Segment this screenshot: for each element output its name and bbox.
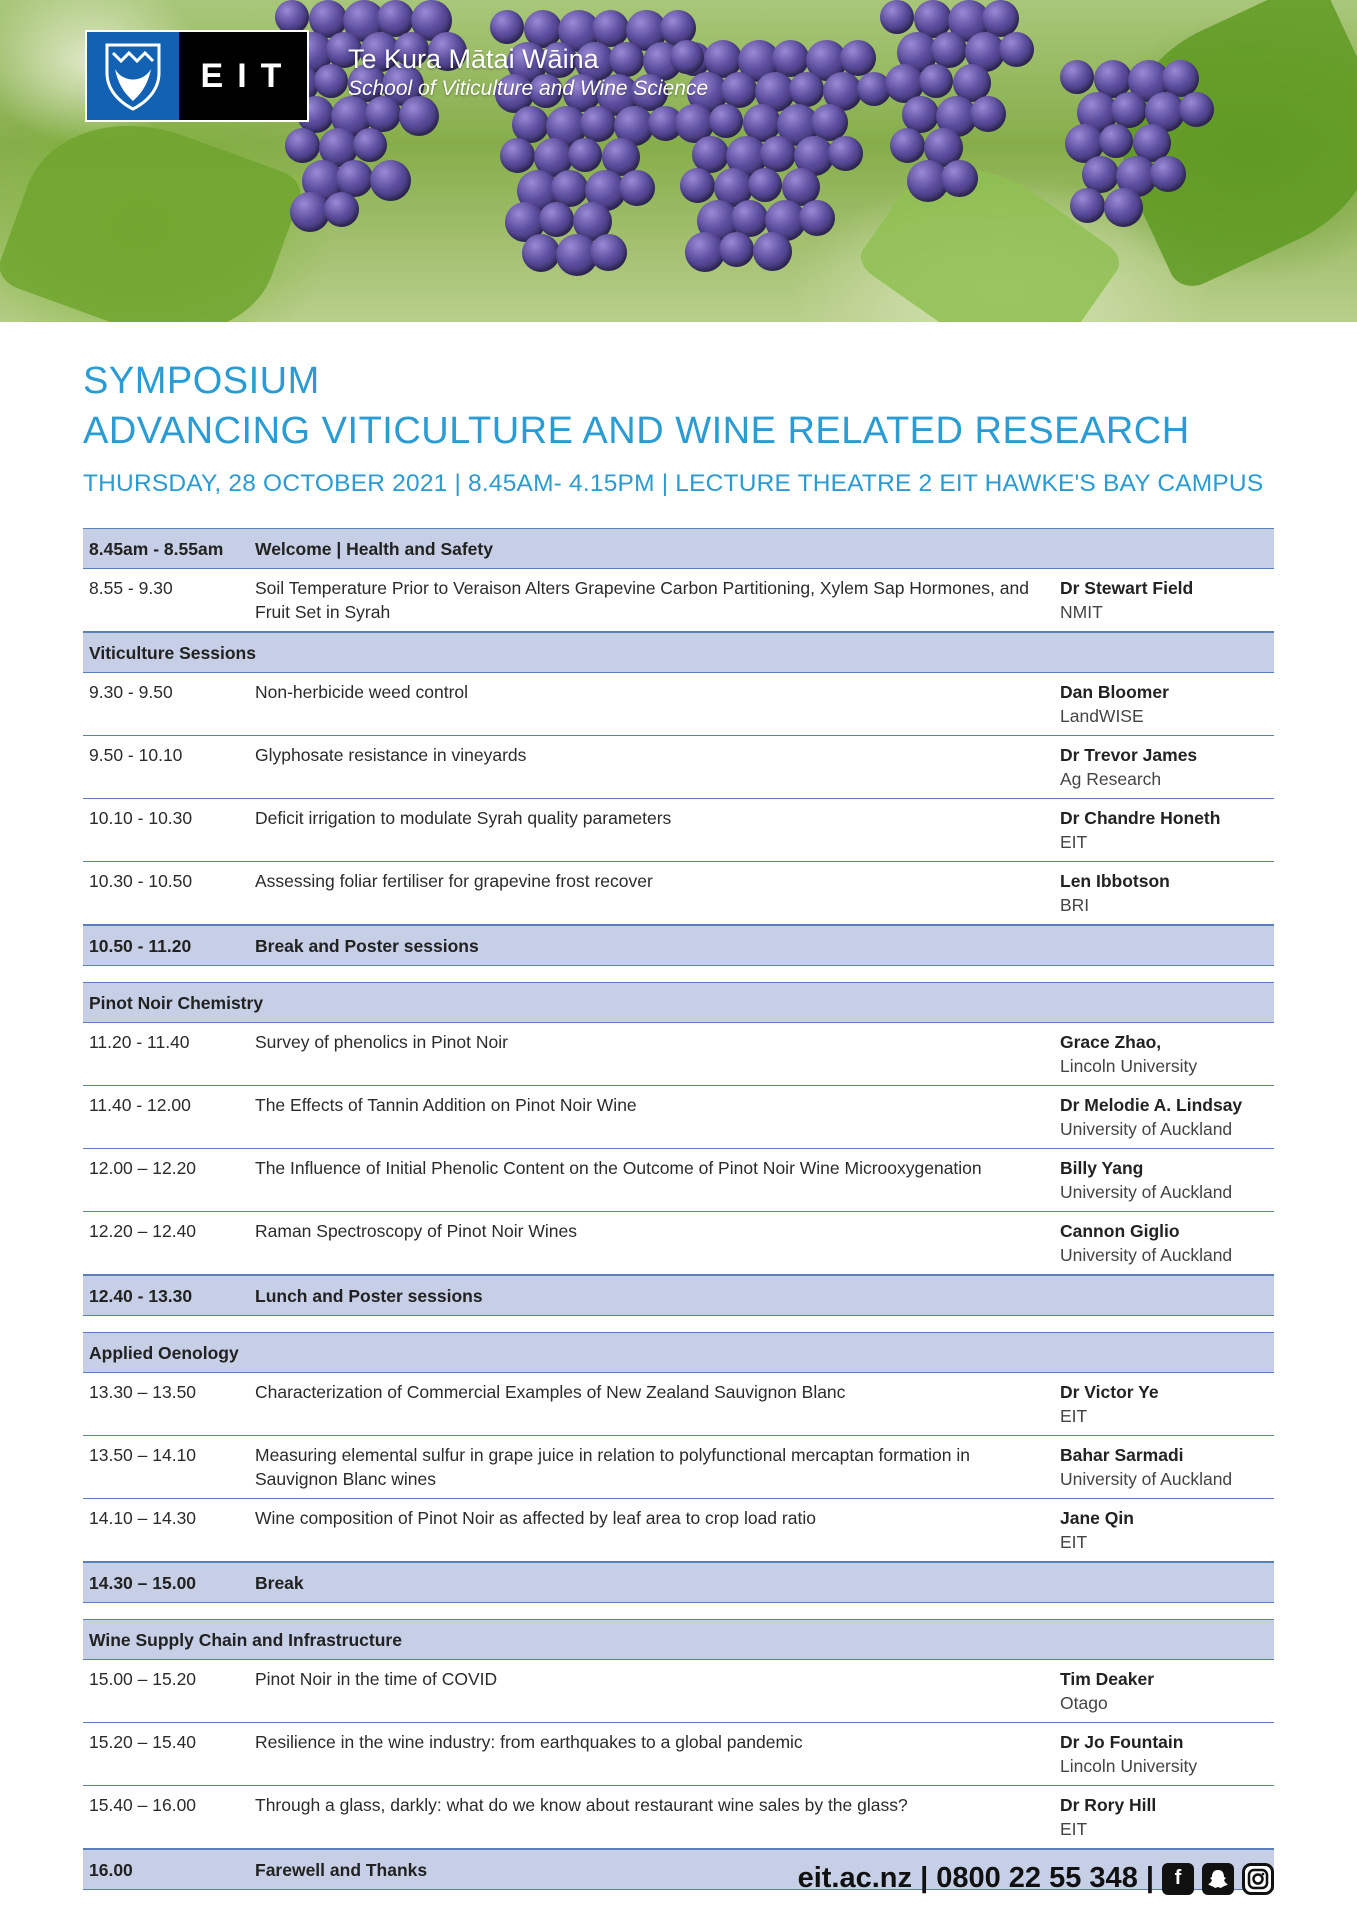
speaker-affiliation: University of Auckland <box>1060 1119 1233 1139</box>
session-time: 16.00 <box>89 1860 133 1880</box>
session-title: Survey of phenolics in Pinot Noir <box>255 1032 508 1052</box>
schedule-row <box>83 1436 1274 1499</box>
schedule-row <box>83 1212 1274 1275</box>
school-name-maori: Te Kura Mātai Wāina <box>348 44 599 74</box>
speaker-cell <box>1056 1786 1274 1848</box>
page-title <box>83 356 1190 456</box>
session-time: 11.20 - 11.40 <box>89 1032 190 1052</box>
grape <box>931 32 967 68</box>
session-title: Glyphosate resistance in vineyards <box>255 745 527 765</box>
title-line-2: ADVANCING VITICULTURE AND WINE RELATED RESEARCH <box>83 410 1190 452</box>
grape <box>890 128 925 163</box>
speaker-cell <box>1056 1436 1274 1498</box>
school-name-english: School of Viticulture and Wine Science <box>348 77 709 100</box>
session-title: Lunch and Poster sessions <box>255 1286 483 1306</box>
schedule-row <box>83 1723 1274 1786</box>
grape <box>1060 60 1094 94</box>
grape <box>721 72 757 108</box>
schedule-row <box>83 799 1274 862</box>
session-title: Resilience in the wine industry: from earthquakes to a global pandemic <box>255 1732 803 1752</box>
speaker-name: Grace Zhao, <box>1060 1032 1162 1052</box>
speaker-name: Dr Trevor James <box>1060 745 1198 765</box>
session-time: 8.45am - 8.55am <box>89 539 224 559</box>
speaker-affiliation: University of Auckland <box>1060 1245 1233 1265</box>
session-title: Break <box>255 1573 304 1593</box>
grape <box>1070 188 1105 223</box>
speaker-cell <box>1056 673 1274 735</box>
grape <box>1104 188 1143 227</box>
speaker-name: Jane Qin <box>1060 1508 1134 1528</box>
grape <box>365 96 401 132</box>
grape <box>828 136 863 171</box>
grape <box>748 168 782 202</box>
schedule-row <box>83 673 1274 736</box>
speaker-cell <box>1056 1660 1274 1722</box>
speaker-name: Dr Chandre Honeth <box>1060 808 1221 828</box>
session-time: 12.00 – 12.20 <box>89 1158 197 1178</box>
grape <box>324 192 359 227</box>
session-title: Welcome | Health and Safety <box>255 539 493 559</box>
eit-logo <box>85 30 309 122</box>
school-name <box>348 44 708 101</box>
session-time: 12.20 – 12.40 <box>89 1221 197 1241</box>
speaker-cell <box>1056 799 1274 861</box>
speaker-cell <box>1056 1373 1274 1435</box>
session-time: 10.50 - 11.20 <box>89 936 192 956</box>
session-title: Characterization of Commercial Examples of New Zealand Sauvignon Blanc <box>255 1382 846 1402</box>
logo-wordmark: EIT <box>200 56 296 95</box>
speaker-name: Bahar Sarmadi <box>1060 1445 1184 1465</box>
grape <box>880 0 914 34</box>
snapchat-icon[interactable] <box>1202 1863 1234 1895</box>
schedule-row <box>83 1023 1274 1086</box>
grape <box>399 96 439 136</box>
footer-contact <box>798 1862 1274 1895</box>
session-time: 15.40 – 16.00 <box>89 1795 197 1815</box>
session-title: Raman Spectroscopy of Pinot Noir Wines <box>255 1221 577 1241</box>
grape <box>353 128 387 162</box>
title-line-1: SYMPOSIUM <box>83 360 320 402</box>
session-time: Wine Supply Chain and Infrastructure <box>89 1630 402 1650</box>
session-time: 11.40 - 12.00 <box>89 1095 191 1115</box>
speaker-affiliation: EIT <box>1060 1819 1088 1839</box>
grape <box>1150 156 1186 192</box>
schedule-band-row <box>83 632 1274 673</box>
speaker-name: Dan Bloomer <box>1060 682 1169 702</box>
grape <box>619 170 655 206</box>
schedule-row <box>83 1660 1274 1723</box>
grape <box>680 168 715 203</box>
speaker-cell <box>1056 1212 1274 1274</box>
grape <box>970 96 1006 132</box>
speaker-affiliation: LandWISE <box>1060 706 1144 726</box>
schedule-row <box>83 569 1274 632</box>
schedule-band-row <box>83 1619 1274 1660</box>
session-title: Through a glass, darkly: what do we know about restaurant wine sales by the glass? <box>255 1795 908 1815</box>
grape <box>490 10 524 44</box>
speaker-cell <box>1056 1149 1274 1211</box>
session-time: 9.50 - 10.10 <box>89 745 183 765</box>
speaker-affiliation: University of Auckland <box>1060 1182 1233 1202</box>
grape <box>789 72 824 107</box>
session-time: 10.10 - 10.30 <box>89 808 193 828</box>
speaker-cell <box>1056 1723 1274 1785</box>
speaker-name: Cannon Giglio <box>1060 1221 1180 1241</box>
speaker-affiliation: Lincoln University <box>1060 1756 1198 1776</box>
session-title: The Effects of Tannin Addition on Pinot Noir Wine <box>255 1095 637 1115</box>
session-title: Wine composition of Pinot Noir as affected by leaf area to crop load ratio <box>255 1508 816 1528</box>
grape <box>999 32 1034 67</box>
grape <box>1179 92 1214 127</box>
session-time: Pinot Noir Chemistry <box>89 993 264 1013</box>
speaker-affiliation: NMIT <box>1060 602 1103 622</box>
schedule-band-row <box>83 528 1274 569</box>
speaker-cell <box>1056 862 1274 924</box>
session-time: 10.30 - 10.50 <box>89 871 193 891</box>
speaker-affiliation: University of Auckland <box>1060 1469 1233 1489</box>
speaker-affiliation: EIT <box>1060 832 1088 852</box>
grape <box>760 136 796 172</box>
shield-icon <box>87 32 179 120</box>
session-time: 15.00 – 15.20 <box>89 1669 197 1689</box>
schedule-band-row <box>83 1332 1274 1373</box>
speaker-name: Billy Yang <box>1060 1158 1144 1178</box>
schedule-row <box>83 1086 1274 1149</box>
session-title: Assessing foliar fertiliser for grapevine frost recover <box>255 871 653 891</box>
grape <box>799 200 835 236</box>
grape <box>522 234 560 272</box>
speaker-name: Dr Rory Hill <box>1060 1795 1157 1815</box>
grape <box>1111 92 1147 128</box>
grape <box>285 128 320 163</box>
schedule-band-row <box>83 1562 1274 1603</box>
session-time: Applied Oenology <box>89 1343 239 1363</box>
speaker-name: Len Ibbotson <box>1060 871 1170 891</box>
contact-text: eit.ac.nz | 0800 22 55 348 | <box>797 1862 1154 1894</box>
speaker-name: Dr Jo Fountain <box>1060 1732 1184 1752</box>
hero-banner <box>0 0 1357 322</box>
grape <box>753 232 792 271</box>
grape <box>314 64 348 98</box>
speaker-affiliation: EIT <box>1060 1532 1088 1552</box>
session-title: Pinot Noir in the time of COVID <box>255 1669 498 1689</box>
schedule-band-row <box>83 982 1274 1023</box>
session-title: Break and Poster sessions <box>255 936 479 956</box>
instagram-icon[interactable] <box>1242 1863 1274 1895</box>
session-title: Measuring elemental sulfur in grape juice in relation to polyfunctional mercaptan formation in Sauvignon Blanc wines <box>255 1445 970 1489</box>
grape <box>709 104 743 138</box>
grape <box>719 232 754 267</box>
speaker-name: Dr Melodie A. Lindsay <box>1060 1095 1243 1115</box>
speaker-cell <box>1056 736 1274 798</box>
speaker-affiliation: EIT <box>1060 1406 1088 1426</box>
session-time: 13.50 – 14.10 <box>89 1445 197 1465</box>
session-time: 8.55 - 9.30 <box>89 578 173 598</box>
session-time: 15.20 – 15.40 <box>89 1732 197 1752</box>
schedule-row <box>83 1149 1274 1212</box>
schedule-row <box>83 1373 1274 1436</box>
event-details: THURSDAY, 28 OCTOBER 2021 | 8.45AM- 4.15PM | LECTURE THEATRE 2 EIT HAWKE'S BAY CAMPUS <box>83 470 1264 497</box>
session-title: Soil Temperature Prior to Veraison Alters Grapevine Carbon Partitioning, Xylem Sap Hormones, and Fruit Set in Syrah <box>255 578 1029 622</box>
schedule-band-row <box>83 1275 1274 1316</box>
grape <box>539 202 574 237</box>
schedule-row <box>83 736 1274 799</box>
session-time: 14.10 – 14.30 <box>89 1508 197 1528</box>
speaker-cell <box>1056 569 1274 631</box>
leaf-decoration <box>0 92 306 322</box>
grape <box>568 138 602 172</box>
schedule-row <box>83 1786 1274 1849</box>
grape <box>941 160 978 197</box>
session-title: The Influence of Initial Phenolic Content on the Outcome of Pinot Noir Wine Microoxygenation <box>255 1158 982 1178</box>
grape <box>590 234 627 271</box>
session-title: Non-herbicide weed control <box>255 682 469 702</box>
grape <box>580 106 616 142</box>
grape <box>370 160 411 201</box>
speaker-name: Dr Victor Ye <box>1060 1382 1159 1402</box>
speaker-name: Dr Stewart Field <box>1060 578 1194 598</box>
grape <box>919 64 953 98</box>
session-time: 12.40 - 13.30 <box>89 1286 193 1306</box>
speaker-affiliation: Lincoln University <box>1060 1056 1198 1076</box>
grape <box>275 0 309 34</box>
facebook-icon[interactable]: f <box>1162 1863 1194 1895</box>
speaker-cell <box>1056 1499 1274 1561</box>
schedule-row <box>83 1499 1274 1562</box>
speaker-cell <box>1056 1023 1274 1085</box>
speaker-affiliation: BRI <box>1060 895 1090 915</box>
grape <box>500 138 535 173</box>
session-time: Viticulture Sessions <box>89 643 256 663</box>
grape <box>1099 124 1133 158</box>
session-time: 9.30 - 9.50 <box>89 682 173 702</box>
schedule-table <box>83 528 1274 1890</box>
grape <box>840 40 876 76</box>
speaker-affiliation: Ag Research <box>1060 769 1162 789</box>
speaker-cell <box>1056 1086 1274 1148</box>
session-title: Deficit irrigation to modulate Syrah quality parameters <box>255 808 672 828</box>
session-title: Farewell and Thanks <box>255 1860 428 1880</box>
schedule-row <box>83 862 1274 925</box>
schedule-band-row <box>83 925 1274 966</box>
session-time: 14.30 – 15.00 <box>89 1573 197 1593</box>
speaker-affiliation: Otago <box>1060 1693 1108 1713</box>
speaker-name: Tim Deaker <box>1060 1669 1155 1689</box>
session-time: 13.30 – 13.50 <box>89 1382 197 1402</box>
